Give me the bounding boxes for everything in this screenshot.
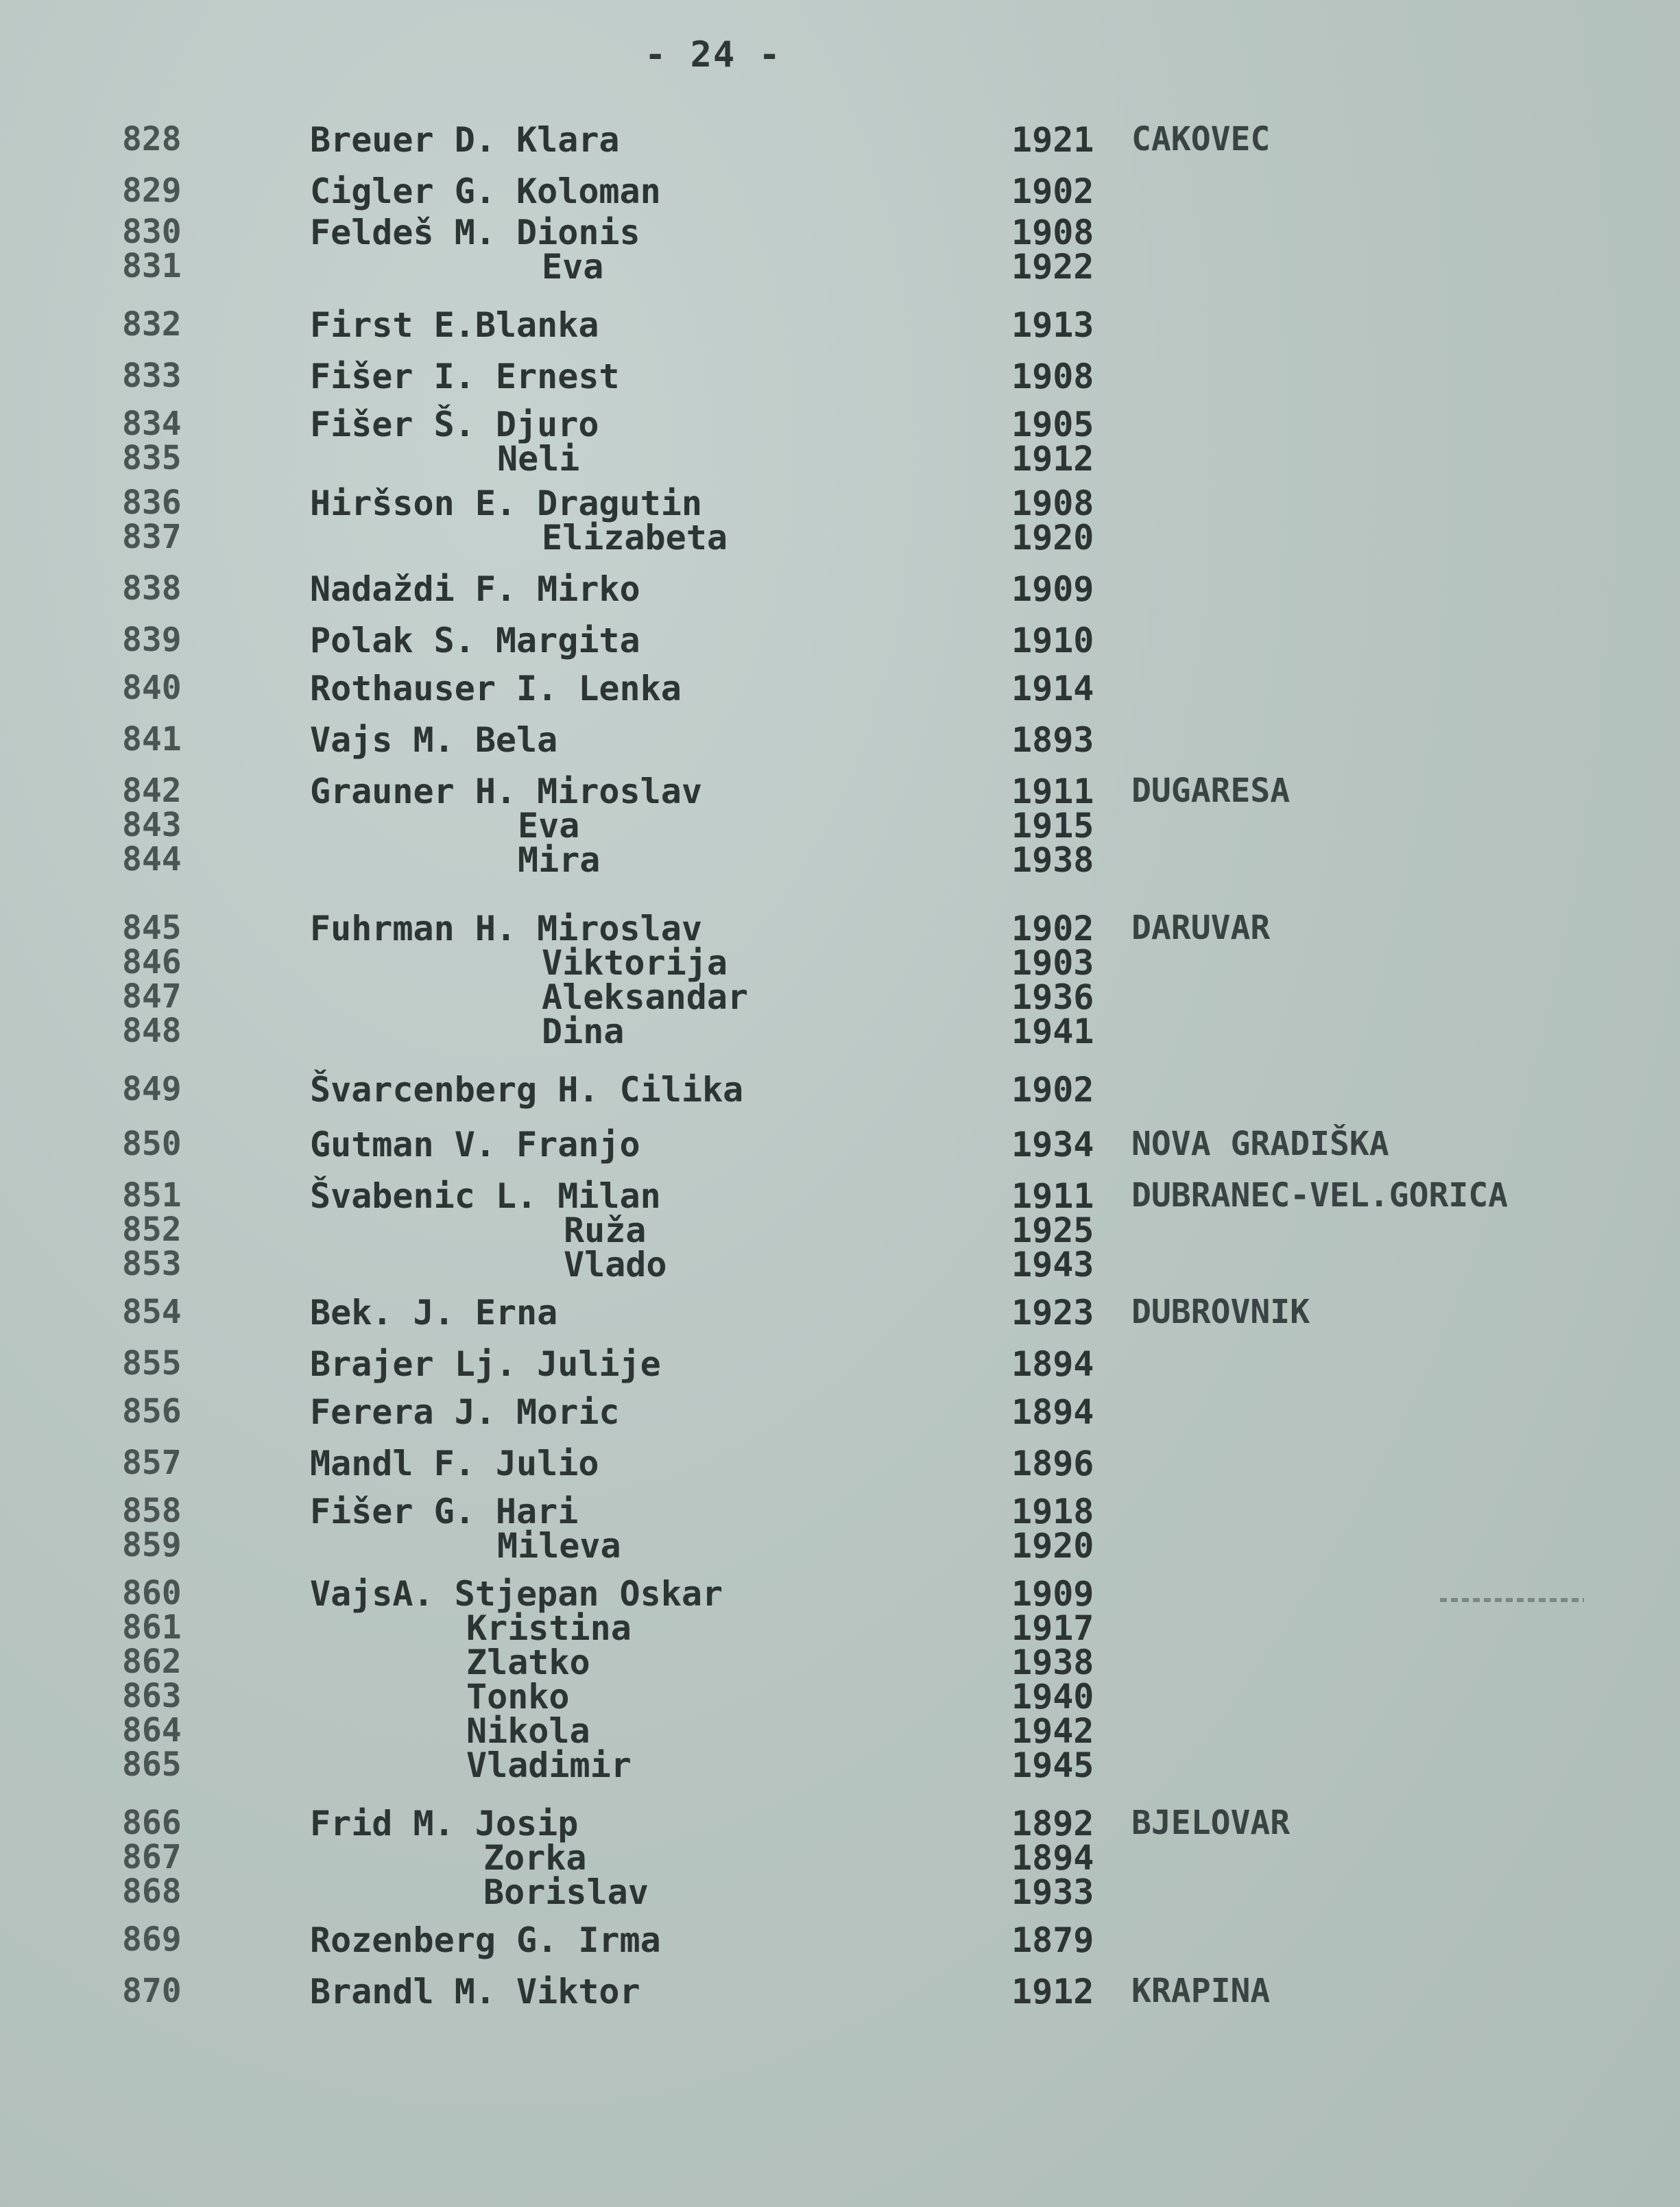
- place-name: DARUVAR: [1131, 909, 1271, 947]
- place-name: CAKOVEC: [1131, 120, 1271, 158]
- person-name: Neli: [497, 439, 580, 479]
- entry-number: 829: [122, 171, 182, 210]
- birth-year: 1909: [1011, 569, 1094, 609]
- birth-year: 1941: [1011, 1012, 1094, 1051]
- place-name: DUGARESA: [1131, 772, 1291, 810]
- birth-year: 1893: [1011, 720, 1094, 760]
- person-name: Brandl M. Viktor: [310, 1972, 640, 2012]
- birth-year: 1920: [1011, 1526, 1094, 1566]
- person-name: Brajer Lj. Julije: [310, 1344, 661, 1384]
- birth-year: 1915: [1011, 806, 1094, 846]
- entry-number: 865: [122, 1745, 182, 1784]
- register-row: [0, 247, 1680, 288]
- person-name: First E.Blanka: [310, 305, 599, 345]
- birth-year: 1911: [1011, 1176, 1094, 1216]
- dashed-line: [1440, 1598, 1584, 1602]
- entry-number: 859: [122, 1526, 182, 1564]
- place-name: KRAPINA: [1131, 1972, 1271, 2010]
- register-row: [0, 569, 1680, 610]
- birth-year: 1914: [1011, 669, 1094, 708]
- entry-number: 828: [122, 120, 182, 158]
- register-row: [0, 840, 1680, 881]
- person-name: Švarcenberg H. Cilika: [310, 1070, 744, 1110]
- entry-number: 849: [122, 1070, 182, 1108]
- person-name: VajsA. Stjepan Oskar: [310, 1574, 723, 1614]
- birth-year: 1892: [1011, 1804, 1094, 1844]
- entry-number: 846: [122, 943, 182, 981]
- entry-number: 839: [122, 621, 182, 659]
- person-name: Nikola: [466, 1711, 590, 1751]
- birth-year: 1923: [1011, 1293, 1094, 1333]
- birth-year: 1913: [1011, 305, 1094, 345]
- birth-year: 1910: [1011, 621, 1094, 660]
- person-name: Viktorija: [542, 943, 728, 983]
- entry-number: 864: [122, 1711, 182, 1750]
- person-name: Aleksandar: [542, 977, 749, 1017]
- entry-number: 868: [122, 1872, 182, 1911]
- birth-year: 1938: [1011, 1643, 1094, 1682]
- entry-number: 856: [122, 1392, 182, 1431]
- entry-number: 832: [122, 305, 182, 344]
- person-name: Ruža: [564, 1210, 647, 1250]
- birth-year: 1942: [1011, 1711, 1094, 1751]
- person-name: Borislav: [483, 1872, 649, 1912]
- register-row: [0, 1012, 1680, 1053]
- person-name: Fuhrman H. Miroslav: [310, 909, 702, 949]
- entry-number: 869: [122, 1920, 182, 1959]
- page-number: - 24 -: [645, 34, 782, 75]
- person-name: Mira: [518, 840, 601, 880]
- birth-year: 1902: [1011, 171, 1094, 211]
- person-name: Švabenic L. Milan: [310, 1176, 661, 1216]
- entry-number: 835: [122, 439, 182, 477]
- birth-year: 1894: [1011, 1392, 1094, 1432]
- person-name: Mileva: [497, 1526, 621, 1566]
- entry-number: 861: [122, 1608, 182, 1647]
- entry-number: 837: [122, 518, 182, 556]
- register-row: [0, 1972, 1680, 2013]
- person-name: Vajs M. Bela: [310, 720, 558, 760]
- birth-year: 1934: [1011, 1125, 1094, 1165]
- register-row: [0, 1293, 1680, 1334]
- entry-number: 870: [122, 1972, 182, 2010]
- birth-year: 1925: [1011, 1210, 1094, 1250]
- birth-year: 1894: [1011, 1838, 1094, 1878]
- entry-number: 843: [122, 806, 182, 844]
- entry-number: 866: [122, 1804, 182, 1842]
- birth-year: 1922: [1011, 247, 1094, 287]
- register-row: [0, 1344, 1680, 1385]
- register-row: [0, 1745, 1680, 1787]
- person-name: Rothauser I. Lenka: [310, 669, 682, 708]
- person-name: Eva: [542, 247, 604, 287]
- entry-number: 836: [122, 484, 182, 522]
- person-name: Polak S. Margita: [310, 621, 640, 660]
- register-row: [0, 1526, 1680, 1567]
- register-row: [0, 1872, 1680, 1913]
- person-name: Feldeš M. Dionis: [310, 213, 640, 252]
- birth-year: 1903: [1011, 943, 1094, 983]
- register-row: [0, 720, 1680, 761]
- person-name: Eva: [518, 806, 580, 846]
- birth-year: 1879: [1011, 1920, 1094, 1960]
- birth-year: 1933: [1011, 1872, 1094, 1912]
- person-name: Fišer G. Hari: [310, 1492, 579, 1531]
- entry-number: 830: [122, 213, 182, 251]
- entry-number: 853: [122, 1245, 182, 1283]
- entry-number: 848: [122, 1012, 182, 1050]
- person-name: Tonko: [466, 1677, 570, 1717]
- register-row: [0, 171, 1680, 213]
- birth-year: 1908: [1011, 213, 1094, 252]
- birth-year: 1911: [1011, 772, 1094, 811]
- place-name: DUBROVNIK: [1131, 1293, 1310, 1331]
- entry-number: 851: [122, 1176, 182, 1215]
- birth-year: 1902: [1011, 1070, 1094, 1110]
- place-name: DUBRANEC-VEL.GORICA: [1131, 1176, 1509, 1215]
- register-row: [0, 1125, 1680, 1166]
- entry-number: 850: [122, 1125, 182, 1163]
- entry-number: 855: [122, 1344, 182, 1383]
- entry-number: 845: [122, 909, 182, 947]
- entry-number: 860: [122, 1574, 182, 1612]
- birth-year: 1938: [1011, 840, 1094, 880]
- place-name: NOVA GRADIŠKA: [1131, 1125, 1389, 1163]
- entry-number: 847: [122, 977, 182, 1016]
- birth-year: 1945: [1011, 1745, 1094, 1785]
- entry-number: 852: [122, 1210, 182, 1249]
- entry-number: 863: [122, 1677, 182, 1715]
- birth-year: 1920: [1011, 518, 1094, 558]
- birth-year: 1940: [1011, 1677, 1094, 1717]
- register-row: [0, 1444, 1680, 1485]
- person-name: Grauner H. Miroslav: [310, 772, 702, 811]
- person-name: Gutman V. Franjo: [310, 1125, 640, 1165]
- person-name: Zlatko: [466, 1643, 590, 1682]
- register-row: [0, 305, 1680, 346]
- birth-year: 1905: [1011, 405, 1094, 444]
- person-name: Breuer D. Klara: [310, 120, 620, 160]
- person-name: Mandl F. Julio: [310, 1444, 599, 1483]
- person-name: Frid M. Josip: [310, 1804, 579, 1844]
- person-name: Zorka: [483, 1838, 587, 1878]
- register-row: [0, 518, 1680, 559]
- person-name: Kristina: [466, 1608, 632, 1648]
- entry-number: 831: [122, 247, 182, 285]
- birth-year: 1908: [1011, 357, 1094, 396]
- birth-year: 1909: [1011, 1574, 1094, 1614]
- entry-number: 842: [122, 772, 182, 810]
- person-name: Cigler G. Koloman: [310, 171, 661, 211]
- birth-year: 1943: [1011, 1245, 1094, 1285]
- register-row: [0, 1920, 1680, 1961]
- register-row: [0, 120, 1680, 161]
- register-row: [0, 357, 1680, 398]
- person-name: Ferera J. Moric: [310, 1392, 620, 1432]
- birth-year: 1921: [1011, 120, 1094, 160]
- register-row: [0, 1070, 1680, 1111]
- person-name: Fišer I. Ernest: [310, 357, 620, 396]
- birth-year: 1896: [1011, 1444, 1094, 1483]
- person-name: Vladimir: [466, 1745, 632, 1785]
- person-name: Rozenberg G. Irma: [310, 1920, 661, 1960]
- birth-year: 1912: [1011, 1972, 1094, 2012]
- entry-number: 833: [122, 357, 182, 395]
- birth-year: 1908: [1011, 484, 1094, 523]
- person-name: Bek. J. Erna: [310, 1293, 558, 1333]
- person-name: Fišer Š. Djuro: [310, 405, 599, 444]
- register-row: [0, 669, 1680, 710]
- person-name: Elizabeta: [542, 518, 728, 558]
- register-row: [0, 621, 1680, 662]
- entry-number: 844: [122, 840, 182, 879]
- birth-year: 1912: [1011, 439, 1094, 479]
- birth-year: 1894: [1011, 1344, 1094, 1384]
- register-row: [0, 439, 1680, 480]
- entry-number: 840: [122, 669, 182, 707]
- entry-number: 841: [122, 720, 182, 759]
- birth-year: 1917: [1011, 1608, 1094, 1648]
- person-name: Dina: [542, 1012, 625, 1051]
- entry-number: 857: [122, 1444, 182, 1482]
- entry-number: 834: [122, 405, 182, 443]
- entry-number: 867: [122, 1838, 182, 1876]
- birth-year: 1918: [1011, 1492, 1094, 1531]
- birth-year: 1936: [1011, 977, 1094, 1017]
- register-row: [0, 1392, 1680, 1433]
- person-name: Vlado: [564, 1245, 667, 1285]
- person-name: Hiršson E. Dragutin: [310, 484, 702, 523]
- birth-year: 1902: [1011, 909, 1094, 949]
- place-name: BJELOVAR: [1131, 1804, 1291, 1842]
- entry-number: 838: [122, 569, 182, 608]
- entry-number: 854: [122, 1293, 182, 1331]
- entry-number: 858: [122, 1492, 182, 1530]
- register-row: [0, 1245, 1680, 1286]
- person-name: Nadaždi F. Mirko: [310, 569, 640, 609]
- entry-number: 862: [122, 1643, 182, 1681]
